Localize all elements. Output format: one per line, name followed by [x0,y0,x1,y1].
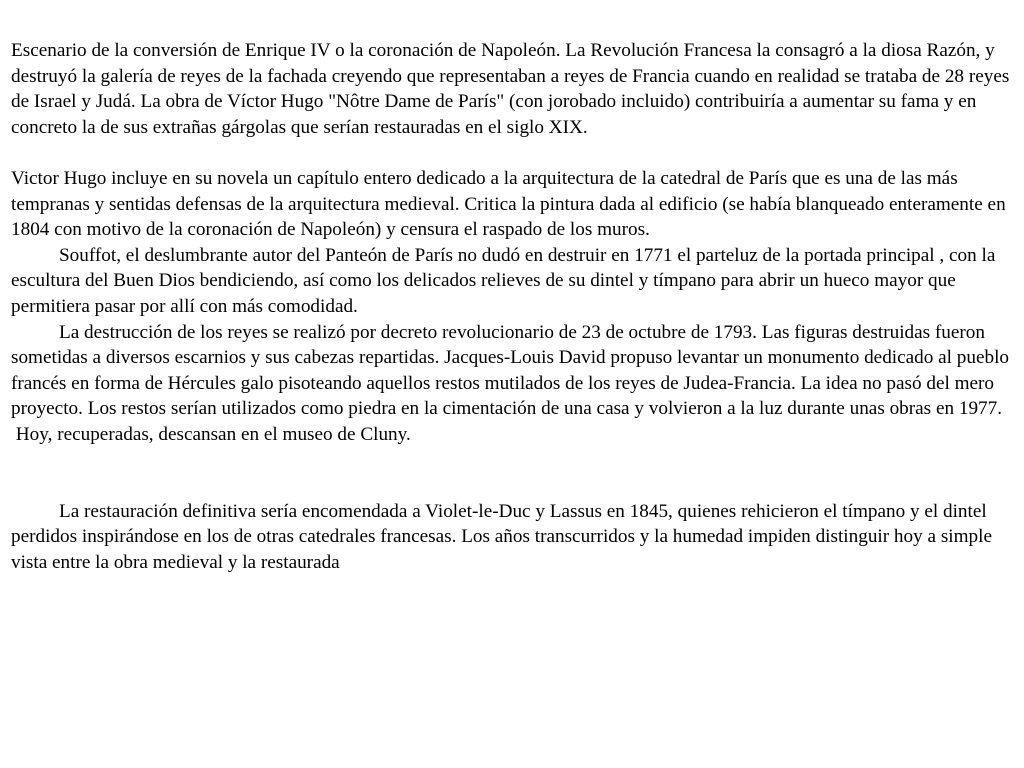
document-body [11,38,1014,575]
paragraph-souffot: Souffot, el deslumbrante autor del Panteón de París no dudó en destruir en 1771 el parteluz de la portada principal , con la escultura del Buen Dios bendiciendo, así como los delicados relieves de su dintel y tímpano para abrir un hueco mayor que permitiera pasar por allí con más comodidad. [11,244,996,317]
paragraph-destruccion: La destrucción de los reyes se realizó por decreto revolucionario de 23 de octubre de 1793. Las figuras destruidas fueron sometidas a diversos escarnios y sus cabezas repartidas. Jacques-Louis David propuso levantar un monumento dedicado al pueblo francés en forma de Hércules galo pisoteando aquellos restos mutilados de los reyes de Judea-Francia. La idea no pasó del mero proyecto. Los restos serían utilizados como piedra en la cimentación de una casa y volvieron a la luz durante unas obras en 1977. [11,321,1010,420]
paragraph-spacer [11,140,1014,166]
paragraph-spacer [11,448,1014,499]
paragraph-victor-hugo: Victor Hugo incluye en su novela un capítulo entero dedicado a la arquitectura de la catedral de París que es una de las más tempranas y sentidas defensas de la arquitectura medieval. Critica la pintura dada al edificio (se había blanqueado enteramente en 1804 con motivo de la coronación de Napoleón) y censura el raspado de los muros. [11,167,1006,241]
paragraph-cluny: Hoy, recuperadas, descansan en el museo de Cluny. [11,423,411,445]
paragraph-escenario: Escenario de la conversión de Enrique IV o la coronación de Napoleón. La Revolución Francesa la consagró a la diosa Razón, y destruyó la galería de reyes de la fachada creyendo que representaban a reyes de Francia cuando en realidad se trataba de 28 reyes de Israel y Judá. La obra de Víctor Hugo "Nôtre Dame de París" (con jorobado incluido) contribuiría a aumentar su fama y en concreto la de sus extrañas gárgolas que serían restauradas en el siglo XIX. [11,40,1010,138]
paragraph-restauracion: La restauración definitiva sería encomendada a Violet-le-Duc y Lassus en 1845, quienes rehicieron el tímpano y el dintel perdidos inspirándose en los de otras catedrales francesas. Los años transcurridos y la humedad impiden distinguir hoy a simple vista entre la obra medieval y la restaurada [11,500,992,573]
